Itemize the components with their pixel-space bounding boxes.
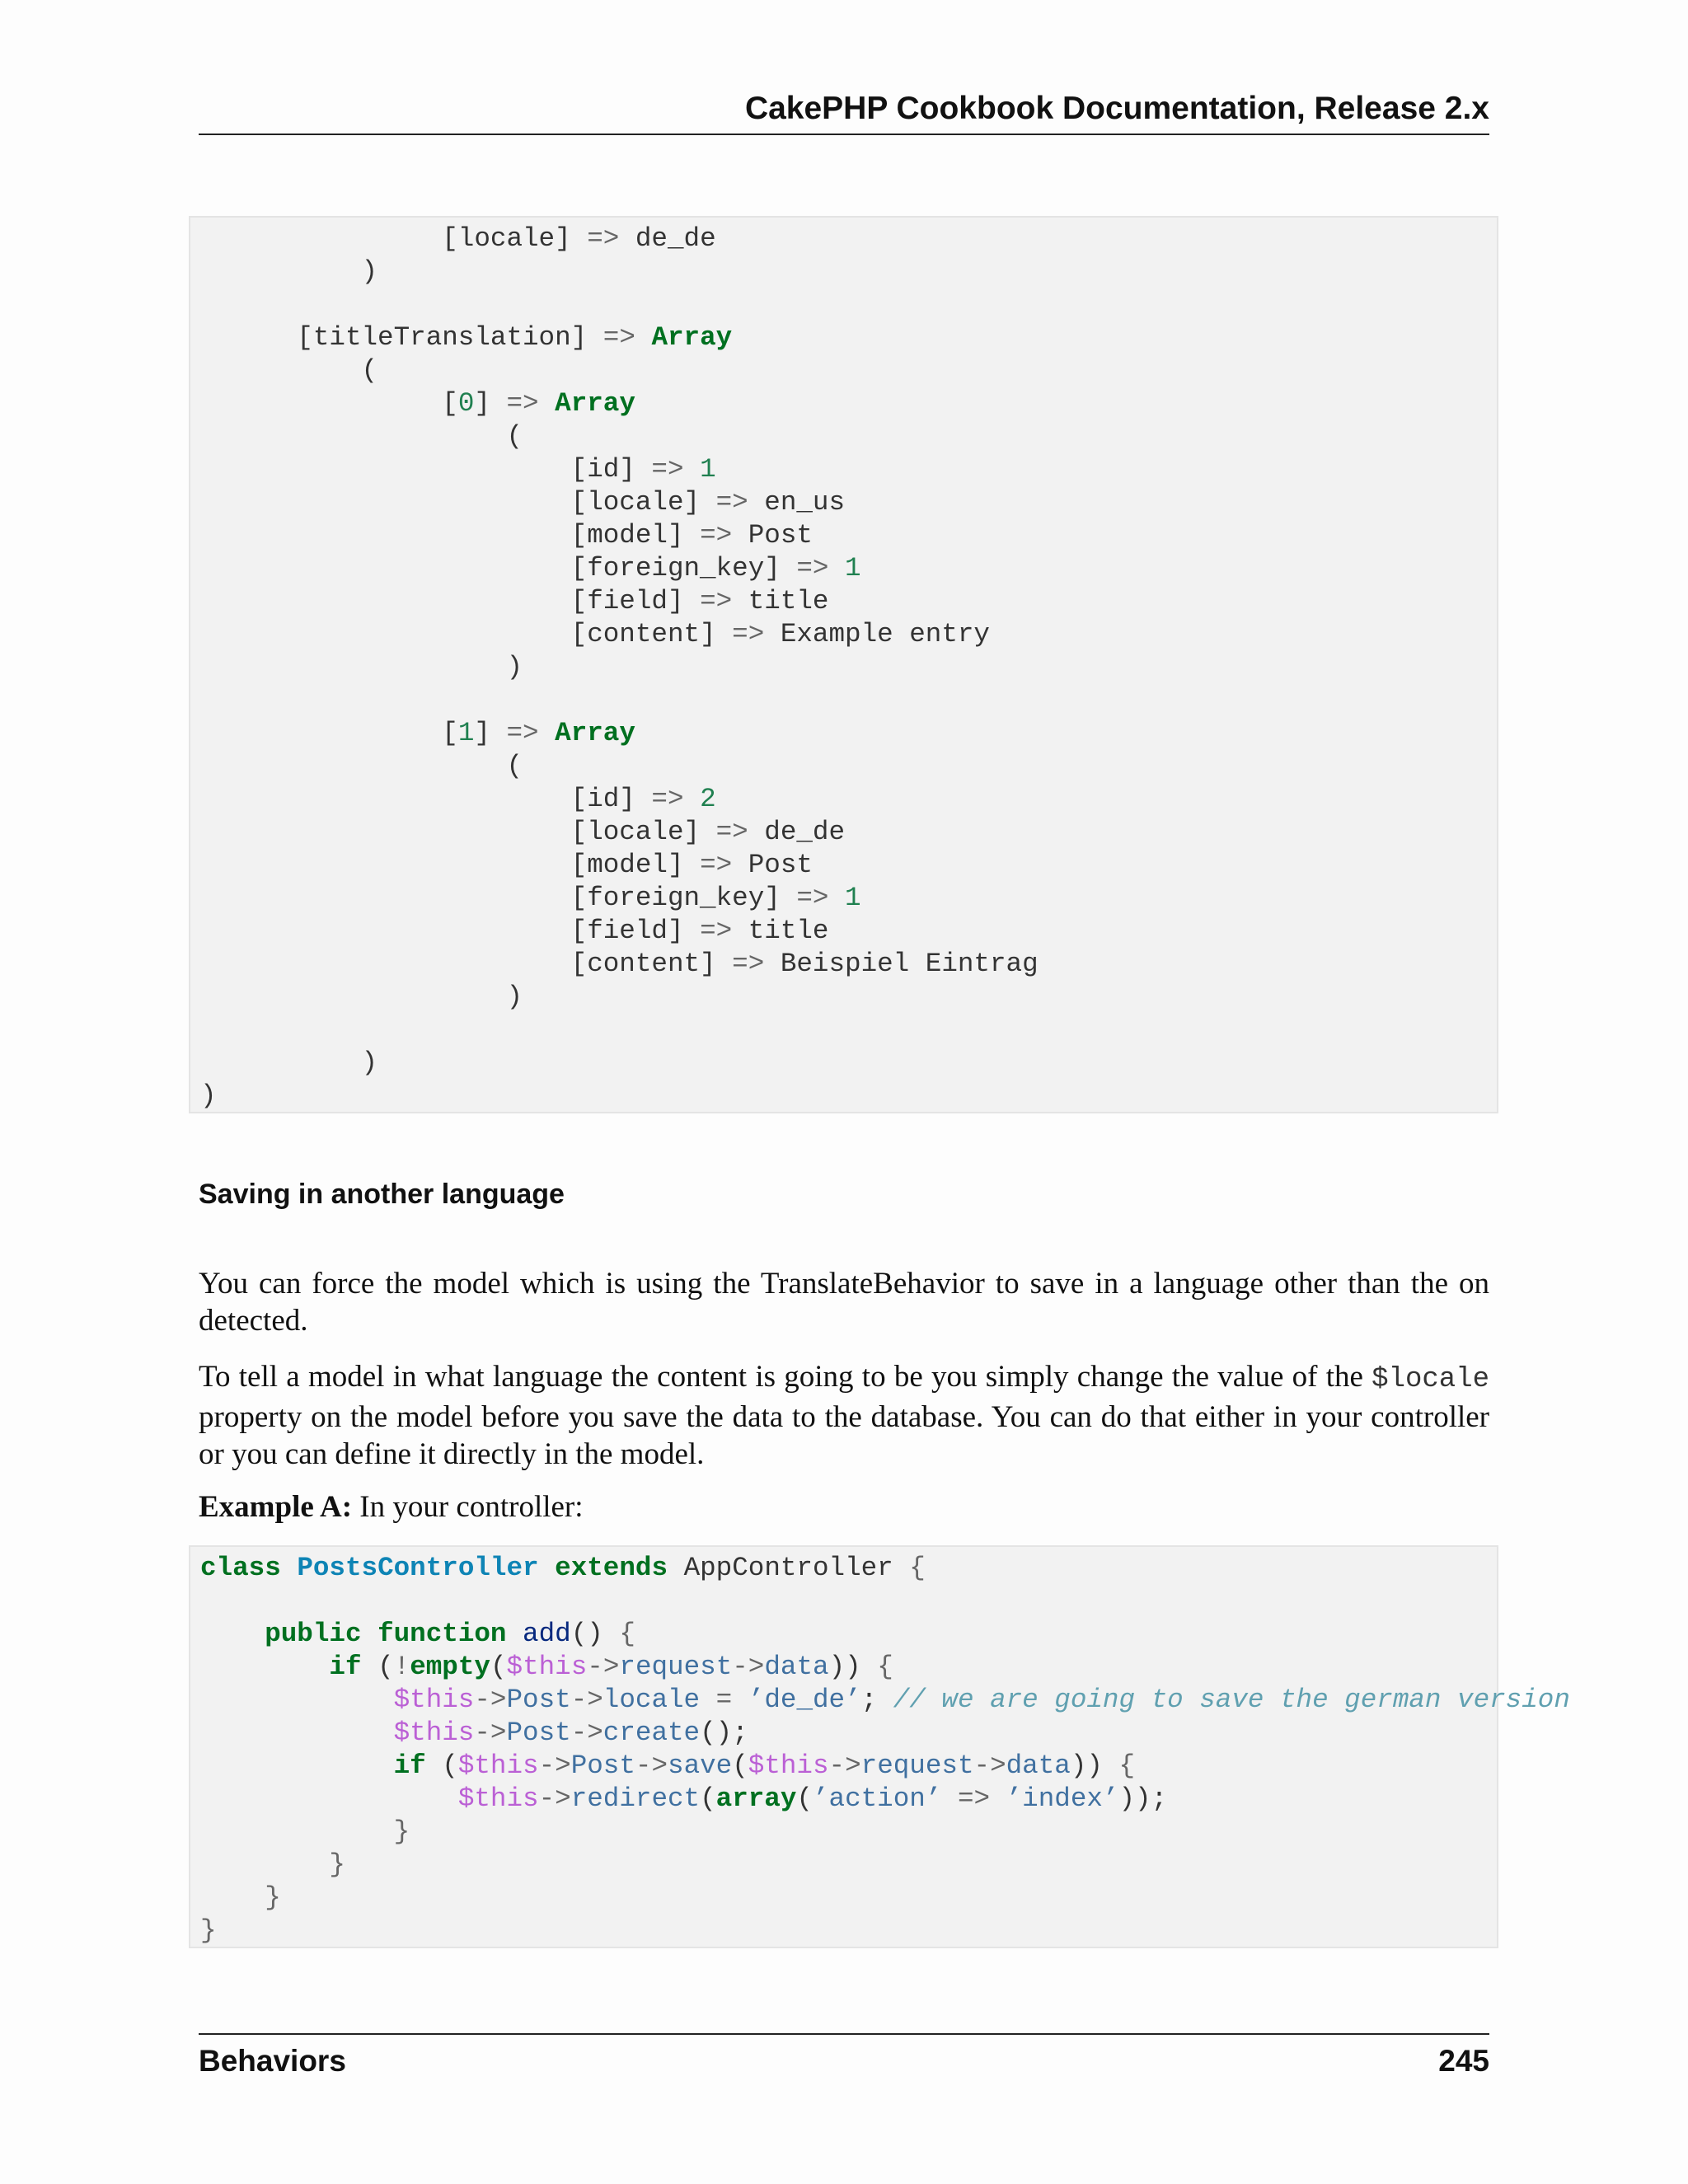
code-token: }: [265, 1882, 281, 1913]
code-token: [id]: [200, 454, 652, 485]
code-token: ->: [635, 1750, 668, 1781]
code-token: redirect: [570, 1783, 701, 1814]
code-token: =>: [796, 883, 829, 913]
code-token: {: [909, 1553, 926, 1583]
code-token: $this: [393, 1685, 475, 1715]
code-token: [: [200, 718, 458, 748]
code-token: {: [877, 1652, 893, 1682]
code-line: [200, 915, 828, 948]
code-token: 1: [845, 883, 861, 913]
code-token: de_de: [748, 817, 846, 847]
code-token: ->: [828, 1750, 861, 1781]
code-token: =>: [700, 586, 733, 616]
code-line: [200, 1783, 1167, 1816]
code-line: [200, 717, 635, 750]
code-line: [200, 750, 523, 783]
inline-code-locale: $locale: [1372, 1364, 1489, 1395]
code-token: =>: [603, 322, 635, 353]
code-token: ->: [474, 1685, 507, 1715]
code-token: (: [796, 1783, 813, 1814]
code-token: Array: [651, 322, 733, 353]
code-token: ->: [538, 1750, 571, 1781]
code-token: 1: [700, 454, 716, 485]
code-line: [200, 519, 813, 552]
code-token: [content]: [200, 619, 733, 649]
code-line: [200, 1915, 217, 1947]
code-line: [200, 1552, 926, 1585]
code-token: Example entry: [764, 619, 990, 649]
code-token: [titleTranslation]: [200, 322, 603, 353]
code-token: [200, 1685, 394, 1715]
code-token: =: [715, 1685, 733, 1715]
code-token: $this: [506, 1652, 588, 1682]
code-token: [700, 1685, 716, 1715]
code-token: =>: [506, 388, 539, 419]
code-line: [200, 223, 716, 255]
code-token: (: [425, 1750, 458, 1781]
code-token: [foreign_key]: [200, 553, 797, 583]
code-token: {: [1118, 1750, 1136, 1781]
code-token: [539, 1553, 556, 1583]
code-token: }: [393, 1816, 410, 1847]
code-line: [200, 1651, 893, 1684]
code-token: ;: [860, 1685, 893, 1715]
code-token: [200, 1816, 394, 1847]
code-token: Beispiel Eintrag: [764, 949, 1039, 979]
code-token: $this: [748, 1750, 829, 1781]
code-block-controller: [189, 1545, 1570, 1948]
code-token: [362, 1619, 378, 1649]
code-line: [200, 1080, 217, 1113]
code-token: // we are going to save the german version: [893, 1685, 1570, 1715]
code-token: ]: [474, 718, 507, 748]
code-token: [content]: [200, 949, 733, 979]
code-token: de_de: [619, 223, 716, 254]
code-line: [200, 816, 845, 849]
code-token: Array: [555, 388, 635, 419]
code-token: empty: [410, 1652, 490, 1682]
code-token: title: [732, 586, 829, 616]
code-token: [200, 1652, 329, 1682]
code-token: [281, 1553, 298, 1583]
paragraph-locale-text-after: property on the model before you save the data to the database. You can do that either in your controller or you can define it directly in the model.: [199, 1400, 1489, 1471]
code-line: [200, 354, 377, 387]
code-token: [732, 1685, 748, 1715]
code-token: [539, 388, 556, 419]
code-token: =>: [651, 454, 684, 485]
code-token: }: [329, 1849, 345, 1880]
code-line: [200, 783, 716, 816]
code-token: (: [700, 1783, 716, 1814]
code-token: Array: [555, 718, 635, 748]
code-line: [200, 1717, 748, 1750]
code-token: =>: [732, 949, 765, 979]
code-token: ();: [700, 1718, 748, 1748]
code-token: [684, 784, 701, 814]
code-token: request: [860, 1750, 974, 1781]
code-token: [506, 1619, 523, 1649]
code-token: =>: [732, 619, 765, 649]
code-line: [200, 882, 861, 915]
code-token: 1: [457, 718, 475, 748]
code-token: ->: [570, 1718, 603, 1748]
code-token: (: [732, 1750, 748, 1781]
code-token: =>: [957, 1783, 991, 1814]
code-token: ]: [474, 388, 507, 419]
paragraph-intro: You can force the model which is using the TranslateBehavior to save in a language other than the on detected.: [199, 1267, 1489, 1338]
code-token: [200, 1619, 265, 1649]
code-line: [200, 585, 828, 618]
code-token: Post: [570, 1750, 635, 1781]
code-token: [foreign_key]: [200, 883, 797, 913]
code-token: [locale]: [200, 817, 716, 847]
code-token: [941, 1783, 958, 1814]
code-token: =>: [651, 784, 684, 814]
code-token: =>: [587, 223, 620, 254]
code-token: [990, 1783, 1006, 1814]
footer-section-title: Behaviors: [199, 2044, 346, 2078]
page-number: 245: [1438, 2044, 1489, 2078]
code-token: extends: [555, 1553, 668, 1583]
code-token: data: [1006, 1750, 1071, 1781]
code-token: [200, 1718, 394, 1748]
code-token: ->: [973, 1750, 1006, 1781]
code-token: $this: [457, 1783, 539, 1814]
code-line: [200, 948, 1039, 981]
code-token: [539, 718, 556, 748]
code-token: [model]: [200, 850, 701, 880]
code-token: AppController: [668, 1553, 910, 1583]
code-line: [200, 618, 990, 651]
code-token: array: [715, 1783, 797, 1814]
code-token: ): [200, 982, 523, 1012]
code-token: [model]: [200, 520, 701, 551]
code-token: (: [200, 355, 378, 386]
code-token: [828, 553, 845, 583]
example-caption: In your controller:: [352, 1490, 584, 1524]
code-token: [: [200, 388, 458, 419]
footer-divider: [199, 2033, 1489, 2035]
code-token: =>: [700, 916, 733, 946]
code-line: [200, 651, 523, 684]
code-line: [200, 1849, 345, 1882]
code-token: ->: [732, 1652, 765, 1682]
example-label: Example A:: [199, 1490, 353, 1524]
code-token: =>: [715, 487, 748, 518]
code-token: [id]: [200, 784, 652, 814]
code-line: [200, 255, 377, 288]
code-token: }: [200, 1915, 217, 1946]
header-divider: [199, 134, 1489, 135]
code-token: $this: [393, 1718, 475, 1748]
code-token: (: [490, 1652, 507, 1682]
code-token: ));: [1118, 1783, 1168, 1814]
code-token: ): [200, 1047, 378, 1078]
code-token: [locale]: [200, 487, 716, 518]
code-token: ->: [474, 1718, 507, 1748]
code-token: [200, 1783, 458, 1814]
code-token: [200, 1882, 265, 1913]
code-token: if: [329, 1652, 362, 1682]
code-line: [200, 1047, 377, 1080]
code-token: locale: [603, 1685, 701, 1715]
code-token: )): [1070, 1750, 1119, 1781]
code-token: add: [523, 1619, 571, 1649]
code-token: =>: [700, 850, 733, 880]
code-token: [field]: [200, 916, 701, 946]
code-token: Post: [732, 850, 813, 880]
code-token: (: [200, 421, 523, 452]
code-token: ’action’: [812, 1783, 942, 1814]
code-token: [828, 883, 845, 913]
code-token: save: [668, 1750, 733, 1781]
code-token: )): [828, 1652, 878, 1682]
code-token: create: [603, 1718, 701, 1748]
code-line: [200, 1684, 1570, 1717]
code-token: 0: [457, 388, 475, 419]
code-token: ->: [538, 1783, 571, 1814]
code-token: (: [200, 751, 523, 781]
code-token: 2: [700, 784, 716, 814]
code-token: public: [265, 1619, 362, 1649]
code-token: ’index’: [1006, 1783, 1119, 1814]
code-line: [200, 1750, 1135, 1783]
code-line: [200, 387, 635, 420]
code-token: Post: [506, 1718, 571, 1748]
code-token: ): [200, 652, 523, 682]
code-token: title: [732, 916, 829, 946]
code-token: ): [200, 256, 378, 287]
code-token: {: [619, 1619, 635, 1649]
code-token: [635, 322, 652, 353]
code-token: ->: [587, 1652, 620, 1682]
code-token: [200, 1750, 394, 1781]
code-line: [200, 1882, 281, 1915]
code-token: [field]: [200, 586, 701, 616]
code-line: [200, 1618, 635, 1651]
code-token: PostsController: [297, 1553, 539, 1583]
page-header-title: CakePHP Cookbook Documentation, Release 2.x: [744, 91, 1489, 126]
code-token: !: [393, 1652, 410, 1682]
paragraph-locale: [199, 1358, 1489, 1473]
code-token: =>: [700, 520, 733, 551]
code-token: (: [361, 1652, 394, 1682]
code-block-output: [189, 216, 1498, 1113]
code-token: =>: [506, 718, 539, 748]
code-token: $this: [457, 1750, 539, 1781]
paragraph-locale-text-before: To tell a model in what language the content is going to be you simply change the value of the: [199, 1360, 1372, 1394]
code-token: ’de_de’: [748, 1685, 861, 1715]
code-token: if: [393, 1750, 426, 1781]
code-line: [200, 552, 861, 585]
code-line: [200, 981, 523, 1014]
code-token: ->: [570, 1685, 603, 1715]
code-line: [200, 453, 716, 486]
code-token: ): [200, 1080, 217, 1111]
code-line: [200, 486, 845, 519]
code-token: en_us: [748, 487, 846, 518]
paragraph-example-a: [199, 1488, 1489, 1526]
code-token: Post: [732, 520, 813, 551]
code-line: [200, 1816, 410, 1849]
code-token: =>: [715, 817, 748, 847]
code-token: (): [570, 1619, 620, 1649]
code-line: [200, 849, 813, 882]
code-token: =>: [796, 553, 829, 583]
code-token: class: [200, 1553, 281, 1583]
code-token: [200, 1849, 329, 1880]
code-token: [locale]: [200, 223, 588, 254]
code-line: [200, 321, 732, 354]
code-token: function: [377, 1619, 507, 1649]
code-line: [200, 420, 523, 453]
code-token: 1: [845, 553, 861, 583]
code-token: request: [619, 1652, 733, 1682]
section-heading: Saving in another language: [199, 1179, 565, 1210]
code-token: data: [764, 1652, 829, 1682]
code-token: [684, 454, 701, 485]
code-token: Post: [506, 1685, 571, 1715]
